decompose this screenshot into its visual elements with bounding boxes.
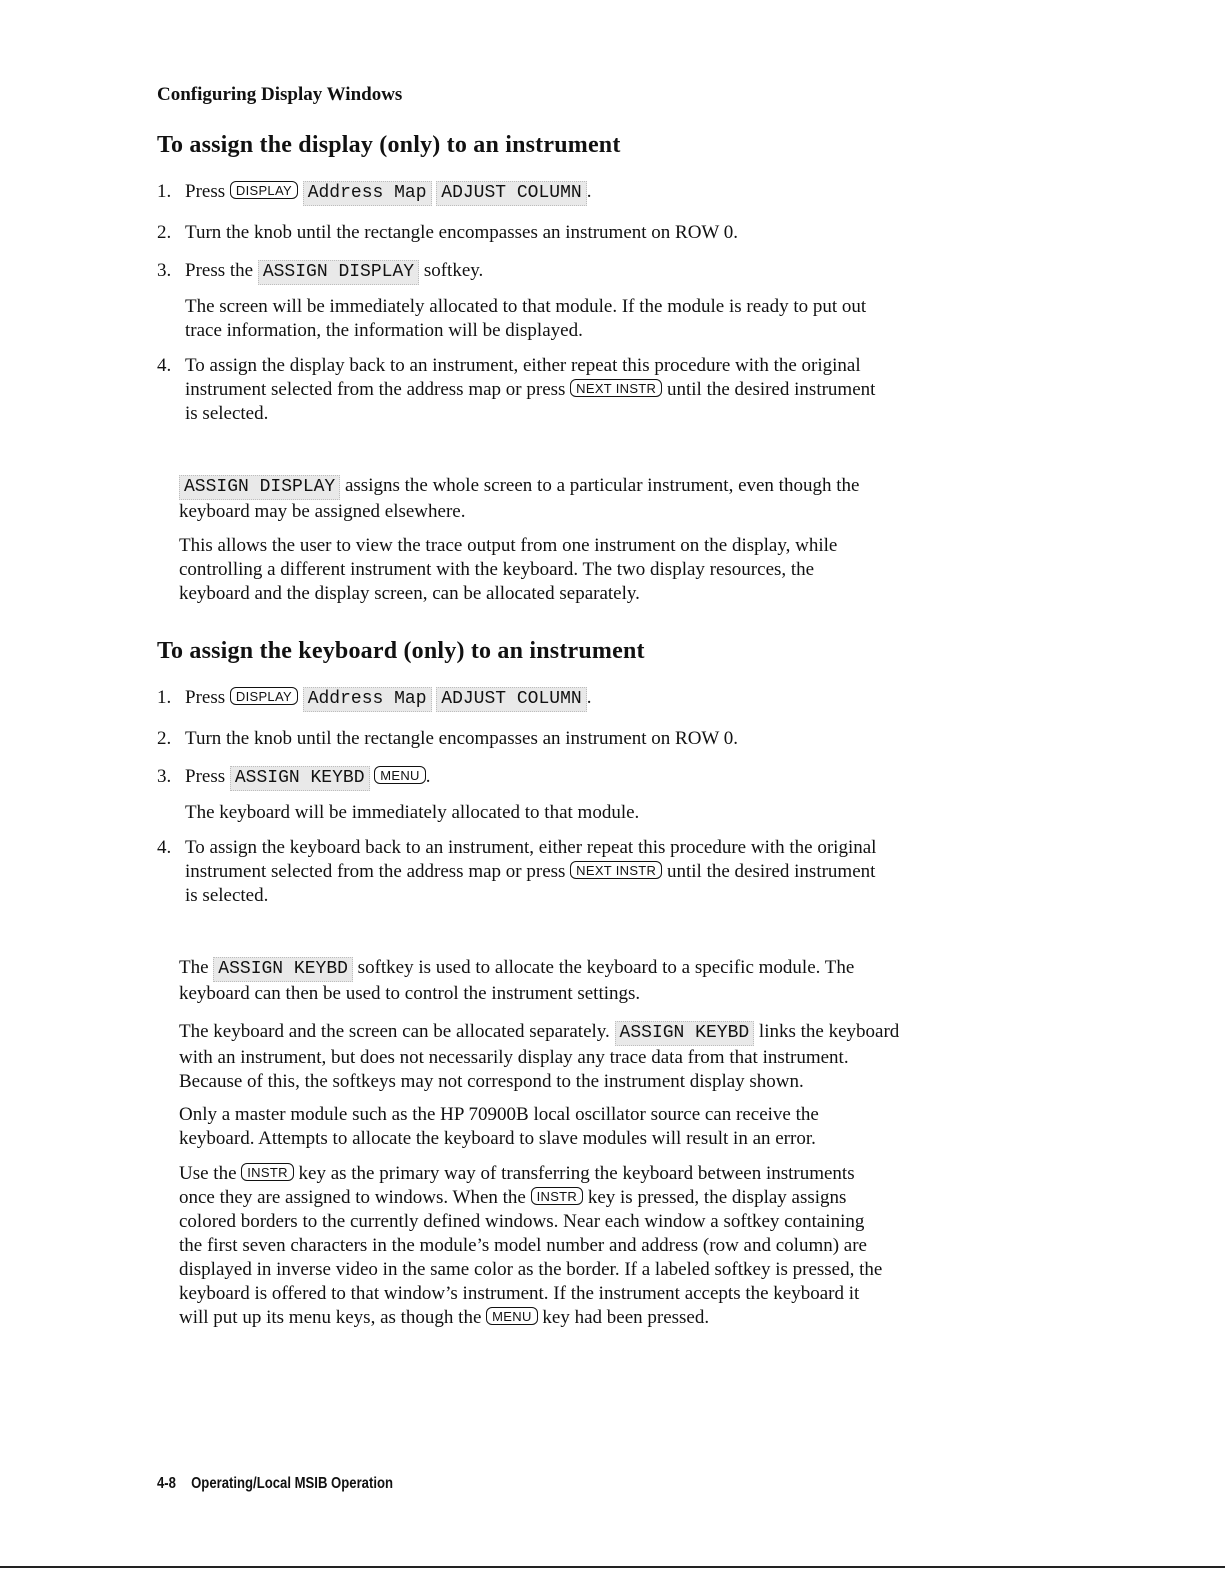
note-assign-keybd: [179, 956, 854, 1006]
next-instr-hardkey: NEXT INSTR: [570, 861, 662, 879]
step-3-result: [185, 295, 866, 343]
note-text: key had been pressed.: [542, 1307, 710, 1328]
step-number: 4.: [157, 837, 172, 858]
text-line: is selected.: [185, 403, 269, 424]
note-text: key as the primary way of transferring the keyboard between instruments: [298, 1163, 855, 1184]
text-line: keyboard can then be used to control the instrument settings.: [179, 983, 641, 1004]
step-number: 1.: [157, 181, 172, 202]
step-number: 1.: [157, 687, 172, 708]
menu-hardkey: MENU: [374, 766, 425, 784]
text-line: The keyboard will be immediately allocated to that module.: [185, 802, 640, 823]
text-line: [185, 860, 876, 884]
text-line: is selected.: [185, 885, 269, 906]
bottom-rule: [0, 1566, 1225, 1568]
text-line: Because of this, the softkeys may not correspond to the instrument display shown.: [179, 1071, 804, 1092]
step-text: instrument selected from the address map or press: [185, 379, 566, 400]
step-number: 2.: [157, 728, 172, 749]
text-line: [179, 956, 854, 982]
text-line: keyboard may be assigned elsewhere.: [179, 501, 466, 522]
adjust-column-softkey: ADJUST COLUMN: [436, 687, 586, 712]
text-line: Only a master module such as the HP 70900B local oscillator source can receive the: [179, 1104, 819, 1125]
page-number: 4-8: [157, 1475, 176, 1492]
step-text: instrument selected from the address map or press: [185, 861, 566, 882]
text-line: [179, 474, 859, 500]
address-map-softkey: Address Map: [303, 687, 432, 712]
step-text: until the desired instrument: [666, 861, 876, 882]
next-instr-hardkey: NEXT INSTR: [570, 379, 662, 397]
text-line: To assign the keyboard back to an instrument, either repeat this procedure with the original: [185, 837, 877, 858]
page-footer: [157, 1475, 393, 1493]
assign-keybd-softkey: ASSIGN KEYBD: [615, 1021, 755, 1046]
note-text: will put up its menu keys, as though the: [179, 1307, 482, 1328]
step-text: .: [425, 766, 431, 787]
step-text: softkey.: [423, 260, 484, 281]
step-number: 3.: [157, 260, 172, 281]
step-text: Press: [185, 181, 226, 202]
section-heading-display: To assign the display (only) to an instrument: [157, 132, 621, 158]
step-text: Turn the knob until the rectangle encompasses an instrument on ROW 0.: [185, 222, 739, 243]
step-text: .: [586, 181, 592, 202]
assign-keybd-softkey: ASSIGN KEYBD: [213, 957, 353, 982]
note-text: softkey is used to allocate the keyboard to a specific module. The: [357, 957, 855, 978]
text-line: controlling a different instrument with the keyboard. The two display resources, the: [179, 559, 815, 580]
note-instr-key: [179, 1162, 882, 1330]
note-master-module: [179, 1103, 819, 1151]
assign-keybd-softkey: ASSIGN KEYBD: [230, 766, 370, 791]
text-line: [179, 1020, 899, 1046]
text-line: colored borders to the currently defined windows. Near each window a softkey containing: [179, 1211, 865, 1232]
text-line: [179, 1162, 882, 1186]
section-heading-keyboard: To assign the keyboard (only) to an instrument: [157, 638, 645, 664]
step-number: 4.: [157, 355, 172, 376]
display-hardkey: DISPLAY: [230, 687, 298, 705]
note-text: once they are assigned to windows. When the: [179, 1187, 526, 1208]
display-hardkey: DISPLAY: [230, 181, 298, 199]
note-text: Use the: [179, 1163, 237, 1184]
step-3-result: [185, 801, 639, 825]
text-line: This allows the user to view the trace output from one instrument on the display, while: [179, 535, 838, 556]
text-line: [185, 378, 875, 402]
adjust-column-softkey: ADJUST COLUMN: [436, 181, 586, 206]
instr-hardkey: INSTR: [531, 1187, 584, 1205]
note-text: key is pressed, the display assigns: [587, 1187, 847, 1208]
assign-display-softkey: ASSIGN DISPLAY: [179, 475, 340, 500]
text-line: To assign the display back to an instrument, either repeat this procedure with the original: [185, 355, 861, 376]
menu-hardkey: MENU: [486, 1307, 537, 1325]
step-text: until the desired instrument: [666, 379, 876, 400]
step-number: 2.: [157, 222, 172, 243]
step-text: .: [586, 687, 592, 708]
step-text: Press the: [185, 260, 254, 281]
step-text: Turn the knob until the rectangle encompasses an instrument on ROW 0.: [185, 728, 739, 749]
running-head: Configuring Display Windows: [157, 84, 403, 105]
text-line: with an instrument, but does not necessarily display any trace data from that instrument.: [179, 1047, 849, 1068]
step-text: Press: [185, 766, 226, 787]
note-assign-display: [179, 474, 859, 524]
text-line: [179, 1186, 882, 1210]
note-text: The: [179, 957, 209, 978]
text-line: The screen will be immediately allocated to that module. If the module is ready to put out: [185, 296, 867, 317]
text-line: keyboard. Attempts to allocate the keyboard to slave modules will result in an error.: [179, 1128, 816, 1149]
step-text: Press: [185, 687, 226, 708]
note-text: The keyboard and the screen can be allocated separately.: [179, 1021, 610, 1042]
address-map-softkey: Address Map: [303, 181, 432, 206]
text-line: displayed in inverse video in the same color as the border. If a labeled softkey is pressed, the: [179, 1259, 883, 1280]
note-text: links the keyboard: [758, 1021, 900, 1042]
text-line: the first seven characters in the module’s model number and address (row and column) are: [179, 1235, 867, 1256]
text-line: trace information, the information will be displayed.: [185, 320, 583, 341]
note-display-resources: [179, 534, 837, 606]
text-line: [179, 1306, 882, 1330]
text-line: keyboard and the display screen, can be allocated separately.: [179, 583, 640, 604]
text-line: keyboard is offered to that window’s instrument. If the instrument accepts the keyboard it: [179, 1283, 860, 1304]
instr-hardkey: INSTR: [241, 1163, 294, 1181]
step-number: 3.: [157, 766, 172, 787]
note-text: assigns the whole screen to a particular instrument, even though the: [344, 475, 860, 496]
note-keyboard-screen: [179, 1020, 899, 1094]
assign-display-softkey: ASSIGN DISPLAY: [258, 260, 419, 285]
footer-title: Operating/Local MSIB Operation: [191, 1475, 394, 1492]
